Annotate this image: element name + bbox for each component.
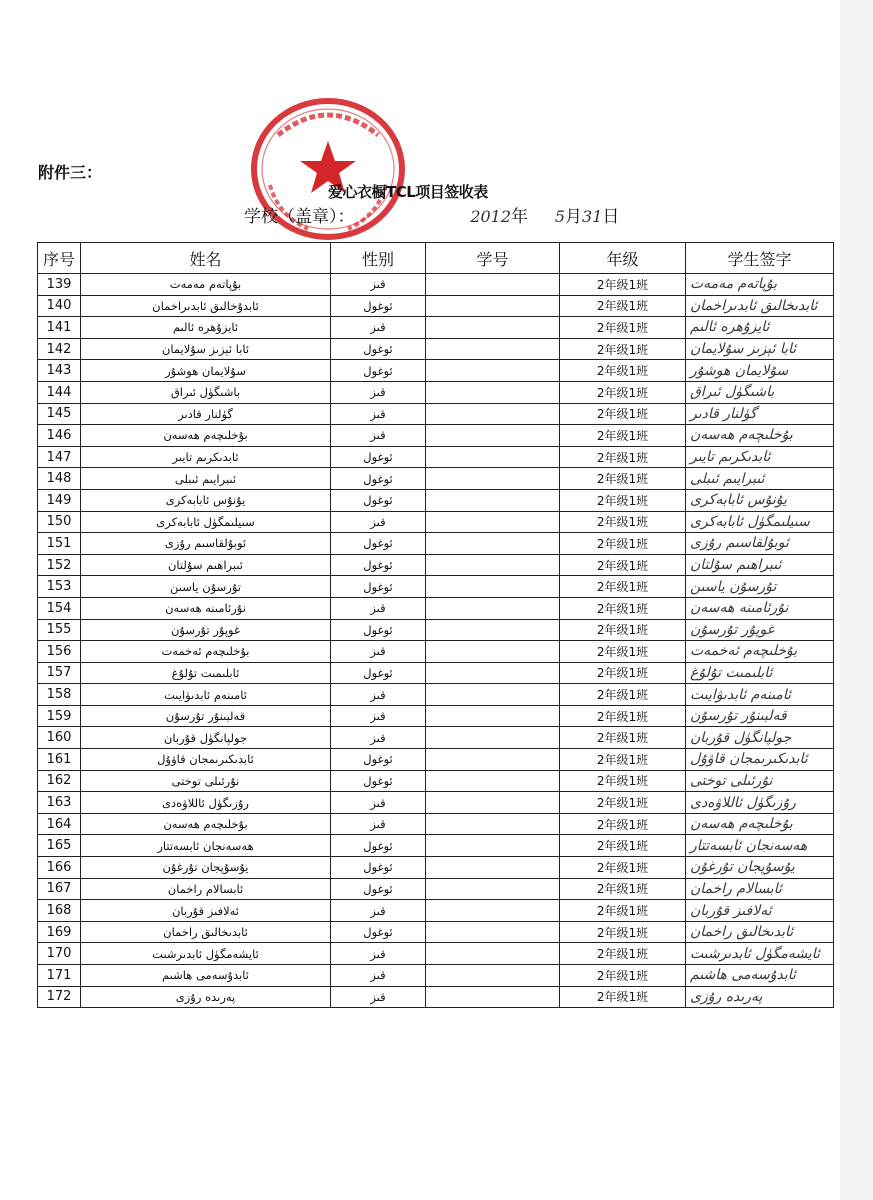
row-student-id [426, 813, 560, 835]
row-gender: ئوغول [331, 446, 426, 468]
row-grade: 2年级1班 [560, 921, 686, 943]
table-row [38, 662, 834, 684]
row-name: ئەلافىز قۇربان [81, 900, 331, 922]
row-student-id [426, 554, 560, 576]
row-gender: قىز [331, 597, 426, 619]
row-name: ئوبۇلقاسىم رۇزى [81, 533, 331, 555]
row-signature: نۇرئىلى توختى [686, 770, 834, 792]
table-row [38, 900, 834, 922]
header-grade: 年级 [560, 243, 686, 274]
row-seq: 172 [38, 986, 81, 1008]
row-student-id [426, 274, 560, 296]
header-gender: 性别 [331, 243, 426, 274]
row-grade: 2年级1班 [560, 684, 686, 706]
row-gender: قىز [331, 965, 426, 987]
table-row [38, 554, 834, 576]
row-name: نۇرئامىنە ھەسەن [81, 597, 331, 619]
row-gender: قىز [331, 274, 426, 296]
row-grade: 2年级1班 [560, 965, 686, 987]
row-grade: 2年级1班 [560, 381, 686, 403]
row-student-id [426, 338, 560, 360]
row-name: بۇخلىچەم ئەخمەت [81, 641, 331, 663]
row-name: سىيلىمگۈل ئابابەكرى [81, 511, 331, 533]
row-gender: ئوغول [331, 489, 426, 511]
row-signature: سۇلايمان ھوشۇر [686, 360, 834, 382]
table-header-row [38, 243, 834, 274]
table-row [38, 921, 834, 943]
row-seq: 166 [38, 857, 81, 879]
row-seq: 170 [38, 943, 81, 965]
row-gender: قىز [331, 792, 426, 814]
row-name: يۇنۇس ئابابەكرى [81, 489, 331, 511]
row-grade: 2年级1班 [560, 468, 686, 490]
row-student-id [426, 878, 560, 900]
row-gender: ئوغول [331, 857, 426, 879]
row-grade: 2年级1班 [560, 597, 686, 619]
row-signature: قەلبىنۇر تۇرسۇن [686, 705, 834, 727]
row-name: ئابدىكرىم تايىر [81, 446, 331, 468]
row-grade: 2年级1班 [560, 403, 686, 425]
row-gender: ئوغول [331, 576, 426, 598]
row-seq: 150 [38, 511, 81, 533]
row-signature: ھەسەنجان ئابسەتتار [686, 835, 834, 857]
row-seq: 154 [38, 597, 81, 619]
row-name: بۇخلىچەم ھەسەن [81, 425, 331, 447]
row-student-id [426, 641, 560, 663]
row-student-id [426, 900, 560, 922]
row-seq: 142 [38, 338, 81, 360]
table-row [38, 619, 834, 641]
row-gender: قىز [331, 986, 426, 1008]
row-student-id [426, 317, 560, 339]
row-student-id [426, 576, 560, 598]
table-row [38, 813, 834, 835]
table-row [38, 792, 834, 814]
row-seq: 141 [38, 317, 81, 339]
row-seq: 145 [38, 403, 81, 425]
row-student-id [426, 425, 560, 447]
row-student-id [426, 749, 560, 771]
row-student-id [426, 986, 560, 1008]
row-seq: 169 [38, 921, 81, 943]
row-student-id [426, 727, 560, 749]
table-row [38, 770, 834, 792]
row-student-id [426, 619, 560, 641]
table-row [38, 360, 834, 382]
table-row [38, 576, 834, 598]
row-signature: ئابا ئېزىز سۇلايمان [686, 338, 834, 360]
row-seq: 160 [38, 727, 81, 749]
row-gender: قىز [331, 317, 426, 339]
table-row [38, 705, 834, 727]
row-student-id [426, 468, 560, 490]
row-signature: ئەلافىز قۇربان [686, 900, 834, 922]
row-grade: 2年级1班 [560, 295, 686, 317]
header-student-id: 学号 [426, 243, 560, 274]
row-signature: ئابسالام راخمان [686, 878, 834, 900]
row-grade: 2年级1班 [560, 425, 686, 447]
row-seq: 164 [38, 813, 81, 835]
row-seq: 153 [38, 576, 81, 598]
row-name: ئىبراھىم سۇلتان [81, 554, 331, 576]
row-gender: ئوغول [331, 770, 426, 792]
row-signature: سىيلىمگۈل ئابابەكرى [686, 511, 834, 533]
row-seq: 163 [38, 792, 81, 814]
header-signature: 学生签字 [686, 243, 834, 274]
row-signature: ئابدىخالىق ئابدىراخمان [686, 295, 834, 317]
table-row [38, 986, 834, 1008]
school-stamp-line [244, 202, 619, 227]
row-seq: 147 [38, 446, 81, 468]
row-name: بۇخلىچەم ھەسەن [81, 813, 331, 835]
row-gender: ئوغول [331, 878, 426, 900]
row-gender: ئوغول [331, 360, 426, 382]
table-row [38, 943, 834, 965]
row-signature: يۇسۇپجان تۇرغۇن [686, 857, 834, 879]
table-row [38, 749, 834, 771]
row-gender: قىز [331, 425, 426, 447]
row-name: رۇزىگۈل ئاللاۋەدى [81, 792, 331, 814]
row-name: غوپۇر تۇرسۇن [81, 619, 331, 641]
header-seq: 序号 [38, 243, 81, 274]
row-gender: ئوغول [331, 338, 426, 360]
row-seq: 165 [38, 835, 81, 857]
row-signature: پەرىدە رۇزى [686, 986, 834, 1008]
row-signature: بۇپاتەم مەمەت [686, 274, 834, 296]
row-student-id [426, 446, 560, 468]
row-name: ئامىنەم ئابدىۋايىت [81, 684, 331, 706]
row-student-id [426, 770, 560, 792]
school-label: 学校（盖章）： [244, 207, 355, 227]
row-seq: 146 [38, 425, 81, 447]
row-student-id [426, 489, 560, 511]
row-name: بۇپاتەم مەمەت [81, 274, 331, 296]
row-grade: 2年级1班 [560, 317, 686, 339]
table-row [38, 338, 834, 360]
row-signature: جولپانگۈل قۇربان [686, 727, 834, 749]
row-student-id [426, 921, 560, 943]
row-name: ئابدىكىرىمجان قاۋۇل [81, 749, 331, 771]
row-student-id [426, 511, 560, 533]
attachment-label: 附件三： [38, 163, 103, 182]
row-name: ئابدۇخالىق ئابدىراخمان [81, 295, 331, 317]
sign-off-table [37, 242, 834, 1008]
row-grade: 2年级1班 [560, 770, 686, 792]
row-student-id [426, 857, 560, 879]
table-row [38, 425, 834, 447]
row-seq: 159 [38, 705, 81, 727]
row-gender: ئوغول [331, 533, 426, 555]
table-row [38, 641, 834, 663]
row-signature: ئىبراھىم سۇلتان [686, 554, 834, 576]
row-name: ئايزۇھرە ئالىم [81, 317, 331, 339]
row-seq: 157 [38, 662, 81, 684]
table-row [38, 403, 834, 425]
table-row [38, 381, 834, 403]
row-signature: ئامىنەم ئابدىۋايىت [686, 684, 834, 706]
row-seq: 161 [38, 749, 81, 771]
row-name: جولپانگۈل قۇربان [81, 727, 331, 749]
date-year: 2012 [470, 207, 512, 226]
row-gender: قىز [331, 684, 426, 706]
row-seq: 162 [38, 770, 81, 792]
row-seq: 144 [38, 381, 81, 403]
table-row [38, 684, 834, 706]
header-name: 姓名 [81, 243, 331, 274]
row-grade: 2年级1班 [560, 360, 686, 382]
date-month-unit: 月 [565, 207, 583, 227]
row-gender: قىز [331, 813, 426, 835]
row-student-id [426, 792, 560, 814]
row-student-id [426, 403, 560, 425]
row-gender: قىز [331, 403, 426, 425]
row-signature: رۇزىگۈل ئاللاۋەدى [686, 792, 834, 814]
table-row [38, 727, 834, 749]
table-row [38, 965, 834, 987]
row-gender: ئوغول [331, 921, 426, 943]
row-grade: 2年级1班 [560, 857, 686, 879]
row-student-id [426, 684, 560, 706]
row-signature: گۈلنار قادىر [686, 403, 834, 425]
row-signature: بۇخلىچەم ئەخمەت [686, 641, 834, 663]
table-row [38, 533, 834, 555]
row-gender: ئوغول [331, 749, 426, 771]
row-grade: 2年级1班 [560, 446, 686, 468]
row-grade: 2年级1班 [560, 554, 686, 576]
row-student-id [426, 965, 560, 987]
row-grade: 2年级1班 [560, 835, 686, 857]
row-grade: 2年级1班 [560, 576, 686, 598]
row-grade: 2年级1班 [560, 662, 686, 684]
row-signature: ئوبۇلقاسىم رۇزى [686, 533, 834, 555]
row-student-id [426, 360, 560, 382]
row-signature: ئابدىكرىم تايىر [686, 446, 834, 468]
table-row [38, 274, 834, 296]
row-name: تۇرسۇن ياسىن [81, 576, 331, 598]
row-grade: 2年级1班 [560, 727, 686, 749]
row-grade: 2年级1班 [560, 338, 686, 360]
row-student-id [426, 662, 560, 684]
row-grade: 2年级1班 [560, 619, 686, 641]
row-seq: 171 [38, 965, 81, 987]
date-month: 5 [554, 207, 566, 226]
row-seq: 139 [38, 274, 81, 296]
row-seq: 168 [38, 900, 81, 922]
row-grade: 2年级1班 [560, 511, 686, 533]
row-name: يۇسۇپجان تۇرغۇن [81, 857, 331, 879]
table-row [38, 489, 834, 511]
table-row [38, 317, 834, 339]
row-seq: 151 [38, 533, 81, 555]
row-grade: 2年级1班 [560, 274, 686, 296]
row-signature: ئىبرايىم ئىبلى [686, 468, 834, 490]
row-name: گۈلنار قادىر [81, 403, 331, 425]
row-signature: ئابدىخالىق راخمان [686, 921, 834, 943]
row-seq: 148 [38, 468, 81, 490]
row-grade: 2年级1班 [560, 900, 686, 922]
row-gender: قىز [331, 381, 426, 403]
row-signature: ئابدىكىرىمجان قاۋۇل [686, 749, 834, 771]
row-grade: 2年级1班 [560, 792, 686, 814]
row-name: قەلبىنۇر تۇرسۇن [81, 705, 331, 727]
table-row [38, 857, 834, 879]
row-name: ئابلىمىت تۇلۇغ [81, 662, 331, 684]
date-year-unit: 年 [511, 207, 529, 227]
row-gender: ئوغول [331, 554, 426, 576]
row-gender: ئوغول [331, 468, 426, 490]
row-signature: ئايزۇھرە ئالىم [686, 317, 834, 339]
row-name: ئايشەمگۈل ئابدىرشىت [81, 943, 331, 965]
row-student-id [426, 597, 560, 619]
row-signature: تۇرسۇن ياسىن [686, 576, 834, 598]
row-seq: 155 [38, 619, 81, 641]
table-row [38, 446, 834, 468]
row-gender: قىز [331, 727, 426, 749]
row-seq: 158 [38, 684, 81, 706]
table-row [38, 835, 834, 857]
row-gender: قىز [331, 641, 426, 663]
row-signature: يۇنۇس ئابابەكرى [686, 489, 834, 511]
row-seq: 143 [38, 360, 81, 382]
row-signature: نۇرئامىنە ھەسەن [686, 597, 834, 619]
row-seq: 156 [38, 641, 81, 663]
row-student-id [426, 533, 560, 555]
row-student-id [426, 381, 560, 403]
row-signature: ئايشەمگۈل ئابدىرشىت [686, 943, 834, 965]
row-name: ئابا ئېزىز سۇلايمان [81, 338, 331, 360]
row-name: نۇرئىلى توختى [81, 770, 331, 792]
table-row [38, 597, 834, 619]
date-day-unit: 日 [602, 207, 620, 227]
row-seq: 167 [38, 878, 81, 900]
row-gender: قىز [331, 943, 426, 965]
row-seq: 140 [38, 295, 81, 317]
row-student-id [426, 295, 560, 317]
row-gender: ئوغول [331, 835, 426, 857]
row-grade: 2年级1班 [560, 641, 686, 663]
row-grade: 2年级1班 [560, 813, 686, 835]
row-grade: 2年级1班 [560, 489, 686, 511]
row-gender: ئوغول [331, 619, 426, 641]
row-grade: 2年级1班 [560, 705, 686, 727]
table-row [38, 295, 834, 317]
row-student-id [426, 943, 560, 965]
row-gender: قىز [331, 511, 426, 533]
row-signature: غوپۇر تۇرسۇن [686, 619, 834, 641]
row-signature: بۇخلىچەم ھەسەن [686, 813, 834, 835]
row-name: پەرىدە رۇزى [81, 986, 331, 1008]
date-day: 31 [582, 207, 603, 226]
table-row [38, 468, 834, 490]
row-grade: 2年级1班 [560, 943, 686, 965]
row-name: سۇلايمان ھوشۇر [81, 360, 331, 382]
row-grade: 2年级1班 [560, 749, 686, 771]
row-name: ھەسەنجان ئابسەتتار [81, 835, 331, 857]
row-signature: ئابدۇسەمى ھاشىم [686, 965, 834, 987]
row-name: ئىبرايىم ئىبلى [81, 468, 331, 490]
document-title: 爱心衣橱TCL项目签收表 [328, 183, 488, 201]
row-grade: 2年级1班 [560, 986, 686, 1008]
row-gender: قىز [331, 900, 426, 922]
row-student-id [426, 835, 560, 857]
row-name: باشىگۈل ئىراق [81, 381, 331, 403]
row-gender: قىز [331, 705, 426, 727]
row-name: ئابدىخالىق راخمان [81, 921, 331, 943]
row-signature: بۇخلىچەم ھەسەن [686, 425, 834, 447]
row-name: ئابدۇسەمى ھاشىم [81, 965, 331, 987]
row-seq: 152 [38, 554, 81, 576]
row-seq: 149 [38, 489, 81, 511]
row-signature: ئابلىمىت تۇلۇغ [686, 662, 834, 684]
row-signature: باشىگۈل ئىراق [686, 381, 834, 403]
row-student-id [426, 705, 560, 727]
row-grade: 2年级1班 [560, 878, 686, 900]
row-gender: ئوغول [331, 662, 426, 684]
row-grade: 2年级1班 [560, 533, 686, 555]
table-row [38, 511, 834, 533]
table-row [38, 878, 834, 900]
row-gender: ئوغول [331, 295, 426, 317]
row-name: ئابسالام راخمان [81, 878, 331, 900]
